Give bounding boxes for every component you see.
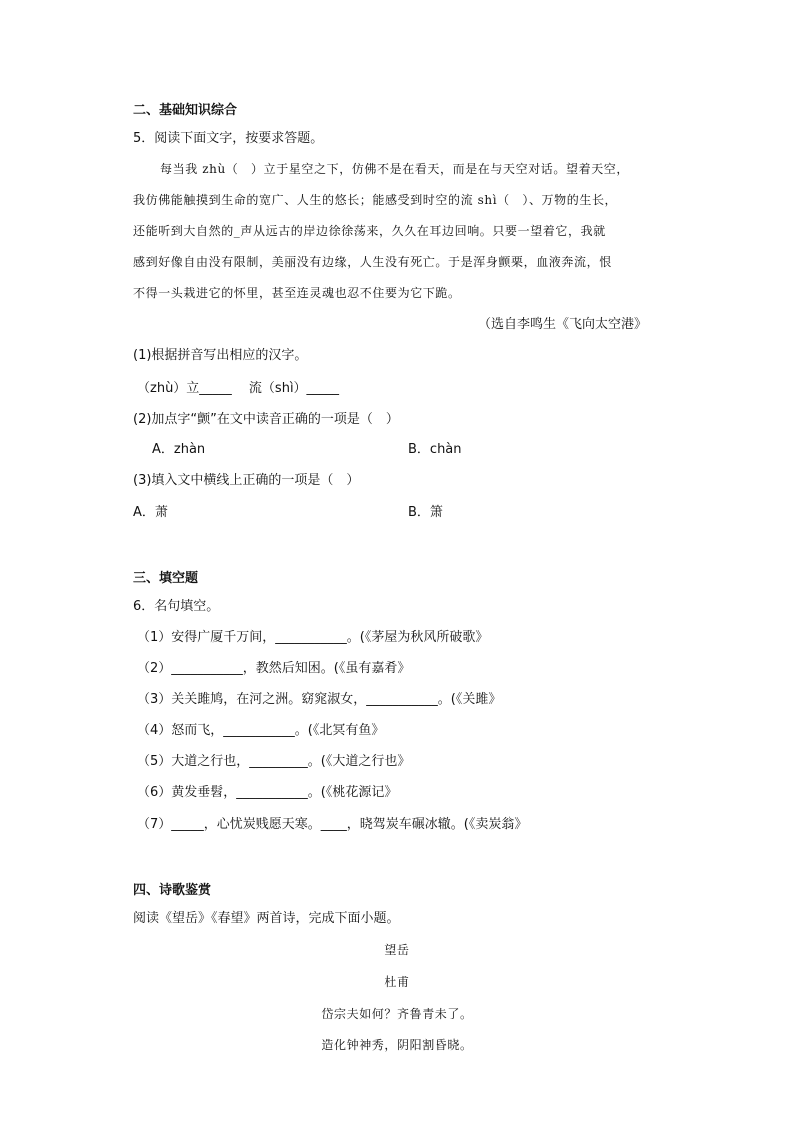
sub-question-2-option-b: B．chàn bbox=[408, 442, 462, 457]
poem-title: 望岳 bbox=[384, 943, 410, 957]
fill-item-7: （7）_____，心忧炭贱愿天寒。____，晓驾炭车碾冰辙。(《卖炭翁》 bbox=[137, 817, 528, 832]
sub-question-2-option-a: A．zhàn bbox=[152, 442, 206, 457]
poem-line-1: 岱宗夫如何？齐鲁青未了。 bbox=[321, 1007, 473, 1021]
passage-line-3: 还能听到大自然的_声从远古的岸边徐徐荡来，久久在耳边回响。只要一望着它，我就 bbox=[133, 224, 606, 238]
sub-question-3: (3)填入文中横线上正确的一项是（ ） bbox=[133, 473, 360, 488]
fill-item-5: （5）大道之行也，_________。(《大道之行也》 bbox=[137, 754, 411, 769]
sub-question-3-option-b: B．箫 bbox=[408, 505, 443, 520]
sub-question-1: (1)根据拼音写出相应的汉字。 bbox=[133, 348, 308, 363]
passage-source: （选自李鸣生《飞向太空港》 bbox=[478, 317, 648, 332]
section-heading-fill-in: 三、填空题 bbox=[133, 571, 199, 586]
fill-item-2: （2）___________，教然后知困。(《虽有嘉肴》 bbox=[137, 661, 411, 676]
passage-line-2: 我仿佛能触摸到生命的宽广、人生的悠长；能感受到时空的流 shì（ ）、万物的生长， bbox=[133, 193, 618, 207]
question-5-stem: 5．阅读下面文字，按要求答题。 bbox=[133, 131, 324, 146]
sub-question-2: (2)加点字“颤”在文中读音正确的一项是（ ） bbox=[133, 412, 399, 427]
section-heading-basic-knowledge: 二、基础知识综合 bbox=[133, 103, 238, 118]
question-6-stem: 6．名句填空。 bbox=[133, 599, 220, 614]
passage-line-4: 感到好像自由没有限制，美丽没有边缘，人生没有死亡。于是浑身颤栗，血液奔流，恨 bbox=[133, 255, 612, 269]
sub-question-1-blanks: （zhù）立_____ 流（shì）_____ bbox=[137, 381, 340, 396]
section-heading-poetry: 四、诗歌鉴赏 bbox=[133, 883, 212, 898]
poem-author: 杜甫 bbox=[384, 975, 410, 989]
fill-item-4: （4）怒而飞，___________。(《北冥有鱼》 bbox=[137, 723, 385, 738]
fill-item-1: （1）安得广厦千万间，___________。(《茅屋为秋风所破歌》 bbox=[137, 630, 489, 645]
passage-line-5: 不得一头栽进它的怀里，甚至连灵魂也忍不住要为它下跪。 bbox=[133, 286, 461, 300]
sub-question-3-option-a: A．萧 bbox=[133, 505, 168, 520]
fill-item-6: （6）黄发垂髫，___________。(《桃花源记》 bbox=[137, 785, 398, 800]
poetry-stem: 阅读《望岳》《春望》两首诗，完成下面小题。 bbox=[133, 911, 400, 926]
poem-line-2: 造化钟神秀，阴阳割昏晓。 bbox=[321, 1038, 473, 1052]
fill-item-3: （3）关关雎鸠，在河之洲。窈窕淑女，___________。(《关雎》 bbox=[137, 692, 502, 707]
passage-line-1: 每当我 zhù（ ）立于星空之下，仿佛不是在看天，而是在与天空对话。望着天空， bbox=[160, 162, 629, 176]
